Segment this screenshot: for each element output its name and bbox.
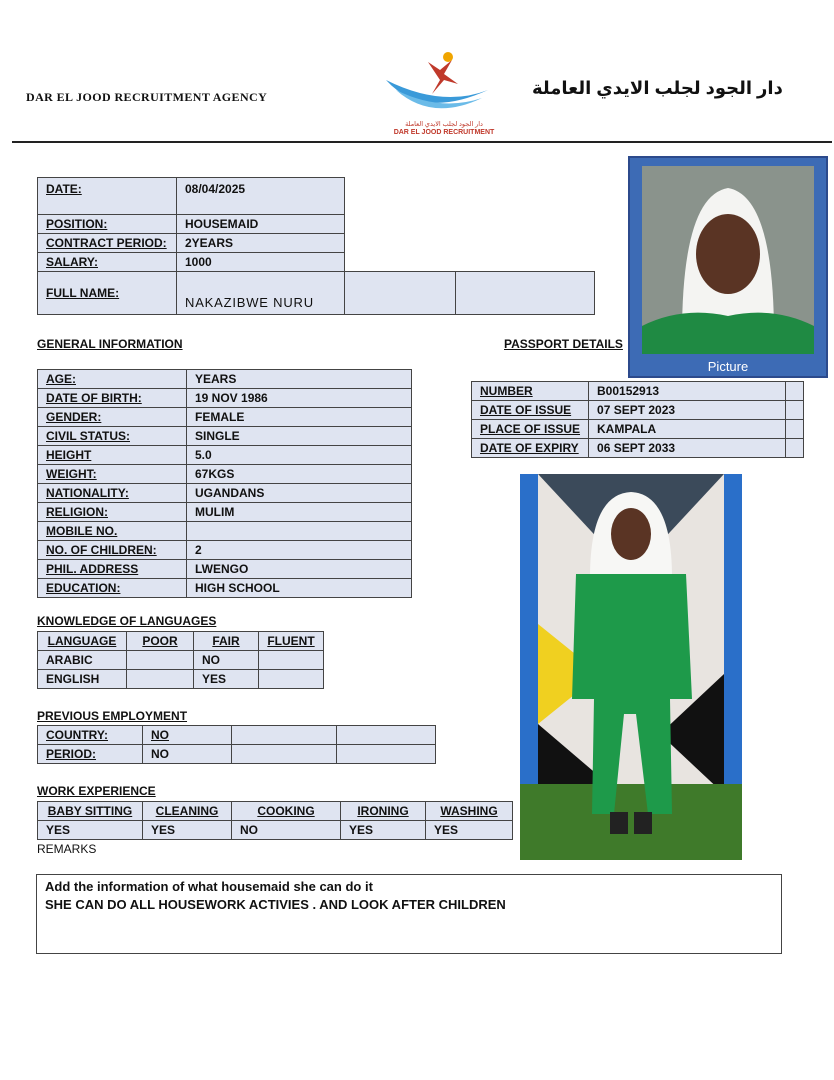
period-label: PERIOD:: [38, 745, 143, 764]
employment-empty-cell: [232, 726, 337, 745]
passport-empty-cell: [786, 401, 804, 420]
full-body-photo: [520, 474, 742, 860]
passport-empty-cell: [786, 420, 804, 439]
general-info-row: [38, 446, 412, 465]
languages-cell: ENGLISH: [38, 670, 127, 689]
full-name-label: FULL NAME:: [38, 272, 177, 315]
languages-header-row: [38, 632, 324, 651]
general-info-table: [37, 369, 412, 598]
languages-cell: YES: [194, 670, 259, 689]
general-info-value: 5.0: [187, 446, 412, 465]
country-label: COUNTRY:: [38, 726, 143, 745]
passport-value: 07 SEPT 2023: [589, 401, 786, 420]
portrait-photo: [628, 156, 828, 378]
passport-row: [472, 401, 804, 420]
passport-label: DATE OF ISSUE: [472, 401, 589, 420]
position-value: HOUSEMAID: [177, 215, 345, 234]
date-value: 08/04/2025: [177, 178, 345, 215]
general-info-value: UGANDANS: [187, 484, 412, 503]
passport-details-title: PASSPORT DETAILS: [504, 337, 623, 351]
general-info-label: CIVIL STATUS:: [38, 427, 187, 446]
languages-title: KNOWLEDGE OF LANGUAGES: [37, 614, 217, 628]
passport-value: 06 SEPT 2033: [589, 439, 786, 458]
work-value: YES: [426, 821, 513, 840]
general-info-row: [38, 370, 412, 389]
agency-name-arabic: دار الجود لجلب الايدي العاملة: [532, 78, 783, 98]
work-header: CLEANING: [143, 802, 232, 821]
employment-empty-cell: [232, 745, 337, 764]
passport-label: DATE OF EXPIRY: [472, 439, 589, 458]
remarks-label: REMARKS: [37, 842, 97, 856]
passport-value: B00152913: [589, 382, 786, 401]
passport-label: NUMBER: [472, 382, 589, 401]
full-name-extra-cell: [456, 272, 595, 315]
contract-label: CONTRACT PERIOD:: [38, 234, 177, 253]
passport-empty-cell: [786, 439, 804, 458]
general-info-value: LWENGO: [187, 560, 412, 579]
agency-name-english: DAR EL JOOD RECRUITMENT AGENCY: [26, 90, 268, 104]
general-info-value: HIGH SCHOOL: [187, 579, 412, 598]
work-header: COOKING: [232, 802, 341, 821]
general-info-label: HEIGHT: [38, 446, 187, 465]
contract-value: 2YEARS: [177, 234, 345, 253]
general-info-value: MULIM: [187, 503, 412, 522]
general-info-value: FEMALE: [187, 408, 412, 427]
passport-row: [472, 382, 804, 401]
general-info-row: [38, 503, 412, 522]
photo-caption: Picture: [707, 359, 749, 374]
general-info-row: [38, 522, 412, 541]
languages-cell: [127, 670, 194, 689]
general-info-label: WEIGHT:: [38, 465, 187, 484]
work-value: YES: [38, 821, 143, 840]
work-experience-table: [37, 801, 513, 840]
work-experience-title: WORK EXPERIENCE: [37, 784, 156, 798]
passport-table: [471, 381, 804, 458]
remarks-line-1: Add the information of what housemaid she can do it: [45, 879, 373, 894]
top-info-table: [37, 177, 345, 272]
languages-row: [38, 651, 324, 670]
work-value: YES: [143, 821, 232, 840]
languages-header: FAIR: [194, 632, 259, 651]
general-info-label: MOBILE NO.: [38, 522, 187, 541]
general-info-value: YEARS: [187, 370, 412, 389]
salary-label: SALARY:: [38, 253, 177, 272]
work-header: BABY SITTING: [38, 802, 143, 821]
employment-title: PREVIOUS EMPLOYMENT: [37, 709, 188, 723]
languages-table: [37, 631, 324, 689]
passport-label: PLACE OF ISSUE: [472, 420, 589, 439]
general-info-label: GENDER:: [38, 408, 187, 427]
work-header: IRONING: [341, 802, 426, 821]
employment-table: [37, 725, 436, 764]
work-header-row: [38, 802, 513, 821]
general-info-value: 19 NOV 1986: [187, 389, 412, 408]
employment-empty-cell: [337, 726, 436, 745]
header-divider: [12, 141, 832, 143]
passport-empty-cell: [786, 382, 804, 401]
general-info-label: PHIL. ADDRESS: [38, 560, 187, 579]
languages-header: POOR: [127, 632, 194, 651]
work-value: NO: [232, 821, 341, 840]
agency-logo: [382, 50, 506, 142]
date-label: DATE:: [38, 178, 177, 215]
work-value: YES: [341, 821, 426, 840]
general-info-row: [38, 389, 412, 408]
general-info-value: [187, 522, 412, 541]
employment-empty-cell: [337, 745, 436, 764]
general-info-label: NATIONALITY:: [38, 484, 187, 503]
languages-cell: ARABIC: [38, 651, 127, 670]
languages-cell: [259, 651, 324, 670]
general-info-row: [38, 484, 412, 503]
general-info-row: [38, 541, 412, 560]
general-info-row: [38, 560, 412, 579]
general-info-label: AGE:: [38, 370, 187, 389]
general-info-label: EDUCATION:: [38, 579, 187, 598]
general-info-row: [38, 465, 412, 484]
remarks-box: [36, 874, 782, 954]
languages-header: FLUENT: [259, 632, 324, 651]
general-info-value: 67KGS: [187, 465, 412, 484]
passport-row: [472, 439, 804, 458]
languages-row: [38, 670, 324, 689]
work-header: WASHING: [426, 802, 513, 821]
logo-english-text: DAR EL JOOD RECRUITMENT: [393, 129, 495, 136]
work-value-row: [38, 821, 513, 840]
general-info-label: DATE OF BIRTH:: [38, 389, 187, 408]
general-info-row: [38, 579, 412, 598]
general-info-title: GENERAL INFORMATION: [37, 337, 183, 351]
languages-cell: [127, 651, 194, 670]
period-value: NO: [143, 745, 232, 764]
general-info-label: RELIGION:: [38, 503, 187, 522]
remarks-line-2: SHE CAN DO ALL HOUSEWORK ACTIVIES . AND LOOK AFTER CHILDREN: [45, 897, 506, 912]
salary-value: 1000: [177, 253, 345, 272]
passport-row: [472, 420, 804, 439]
general-info-row: [38, 408, 412, 427]
general-info-row: [38, 427, 412, 446]
general-info-value: 2: [187, 541, 412, 560]
full-name-table: [37, 271, 595, 315]
languages-cell: NO: [194, 651, 259, 670]
position-label: POSITION:: [38, 215, 177, 234]
general-info-label: NO. OF CHILDREN:: [38, 541, 187, 560]
logo-arabic-text: دار الجود لجلب الايدي العاملة: [405, 121, 483, 128]
general-info-value: SINGLE: [187, 427, 412, 446]
country-value: NO: [143, 726, 232, 745]
full-name-value: NAKAZIBWE NURU: [177, 272, 345, 315]
languages-header: LANGUAGE: [38, 632, 127, 651]
full-name-extra-cell: [345, 272, 456, 315]
passport-value: KAMPALA: [589, 420, 786, 439]
languages-cell: [259, 670, 324, 689]
